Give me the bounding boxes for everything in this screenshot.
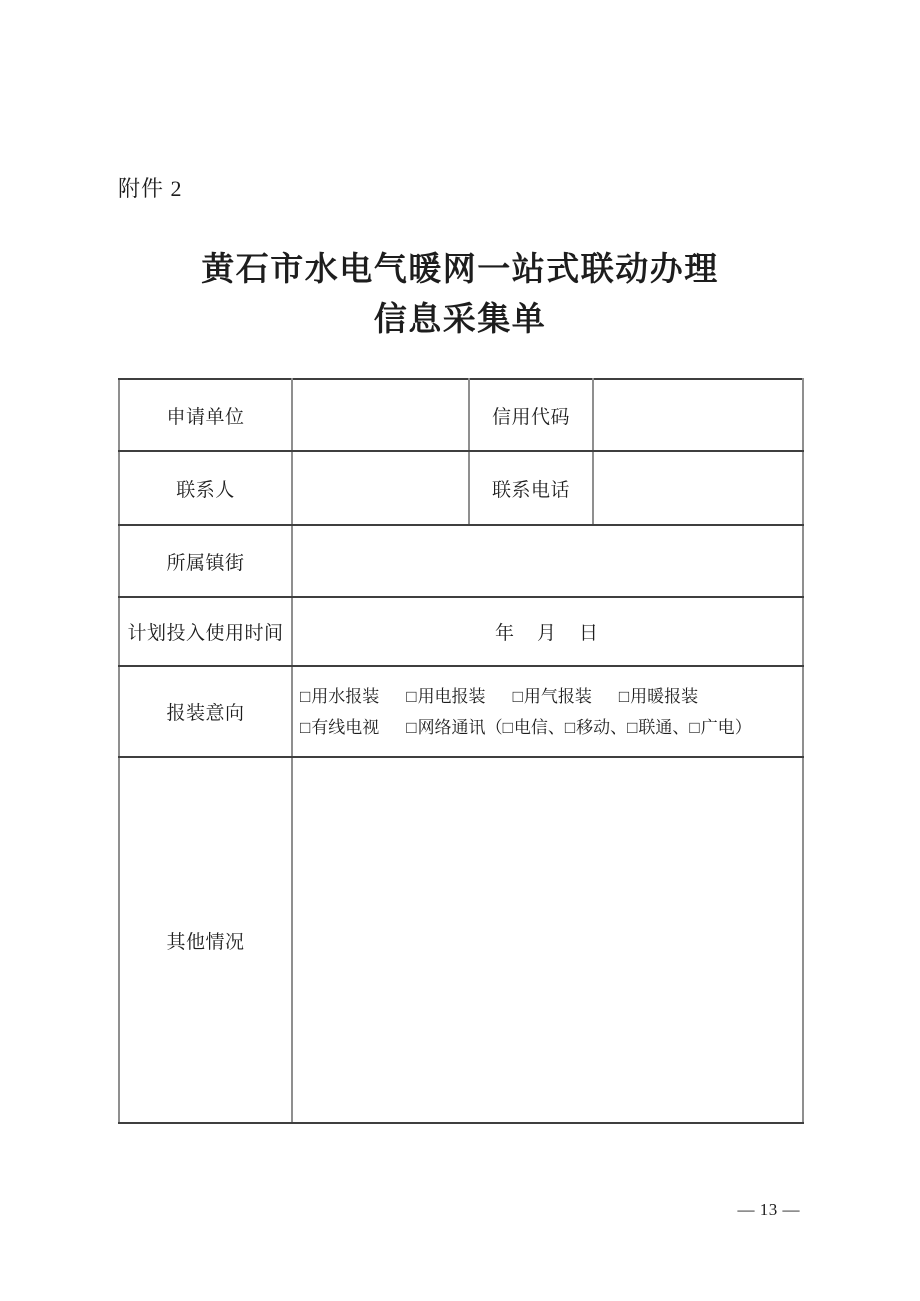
option-network-label: 网络通讯 xyxy=(417,717,486,737)
table-row-other xyxy=(119,757,803,1123)
page-number: — 13 — xyxy=(737,1200,800,1219)
applicant-unit-label: 申请单位 xyxy=(119,379,292,451)
checkbox-option-network xyxy=(406,718,751,737)
table-row-applicant xyxy=(119,379,803,451)
checkbox-icon: □ xyxy=(502,717,513,737)
paren-open: （ xyxy=(485,717,503,737)
info-collection-table xyxy=(118,378,804,1124)
option-broadcast-label: 广电 xyxy=(700,717,735,737)
title-line-1: 黄石市水电气暖网一站式联动办理 xyxy=(201,252,719,288)
option-telecom-label: 电信 xyxy=(513,717,548,737)
table-row-planned-date xyxy=(119,597,803,666)
contact-phone-label: 联系电话 xyxy=(469,451,593,525)
paren-close: ） xyxy=(734,717,752,737)
credit-code-value-cell xyxy=(593,379,803,451)
option-power-label: 用电报装 xyxy=(417,686,486,706)
checkbox-icon: □ xyxy=(406,717,417,737)
credit-code-label: 信用代码 xyxy=(469,379,593,451)
checkbox-icon: □ xyxy=(689,717,700,737)
contact-phone-value-cell xyxy=(593,451,803,525)
planned-date-value: 年 月 日 xyxy=(292,597,803,666)
planned-date-label: 计划投入使用时间 xyxy=(119,597,292,666)
township-value-cell xyxy=(292,525,803,597)
option-mobile-label: 移动 xyxy=(576,717,611,737)
document-title xyxy=(0,245,920,345)
install-intent-options-cell xyxy=(292,666,803,757)
table-row-install-intent xyxy=(119,666,803,757)
enum-separator: 、 xyxy=(610,717,628,737)
township-label: 所属镇街 xyxy=(119,525,292,597)
intent-options-line1 xyxy=(300,681,799,712)
checkbox-icon: □ xyxy=(406,686,417,706)
checkbox-icon: □ xyxy=(300,717,311,737)
checkbox-icon: □ xyxy=(618,686,630,706)
checkbox-option-water xyxy=(300,687,379,706)
option-unicom-label: 联通 xyxy=(638,717,673,737)
table-row-township xyxy=(119,525,803,597)
attachment-label: 附件 2 xyxy=(118,176,183,201)
table-row-contact xyxy=(119,451,803,525)
contact-person-label: 联系人 xyxy=(119,451,292,525)
checkbox-icon: □ xyxy=(300,686,311,706)
checkbox-icon: □ xyxy=(627,717,638,737)
checkbox-icon: □ xyxy=(512,686,523,706)
option-water-label: 用水报装 xyxy=(311,686,380,706)
checkbox-option-gas xyxy=(513,687,592,706)
applicant-unit-value-cell xyxy=(292,379,469,451)
other-info-label: 其他情况 xyxy=(119,757,292,1123)
option-heat-label: 用暖报装 xyxy=(630,686,699,706)
checkbox-option-cable-tv xyxy=(300,718,379,737)
option-cable-tv-label: 有线电视 xyxy=(311,717,380,737)
checkbox-option-power xyxy=(406,687,485,706)
title-line-2: 信息采集单 xyxy=(373,302,547,338)
intent-options-line2 xyxy=(300,712,799,743)
enum-separator: 、 xyxy=(672,717,690,737)
option-gas-label: 用气报装 xyxy=(523,686,592,706)
contact-person-value-cell xyxy=(292,451,469,525)
install-intent-label: 报装意向 xyxy=(119,666,292,757)
enum-separator: 、 xyxy=(547,717,565,737)
checkbox-option-heat xyxy=(619,687,698,706)
checkbox-icon: □ xyxy=(564,717,576,737)
other-info-value-cell xyxy=(292,757,803,1123)
